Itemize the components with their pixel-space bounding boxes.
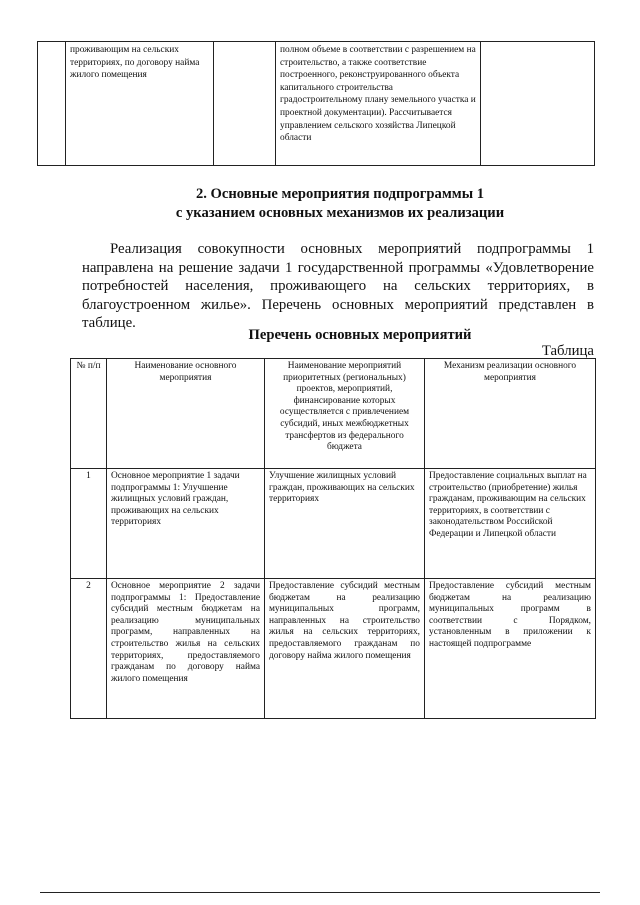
- row-project-measures: Предоставление субсидий местным бюджетам на реализацию муниципальных программ, направленных на строительство жилья на сельских территориях, предоставляемого гражданам по договору найма жилого помещения: [265, 579, 425, 719]
- row-mechanism: Предоставление социальных выплат на строительство (приобретение) жилья гражданам, проживающим на сельских территориях, в соответствии с законодательством Российской Федерации и Липецкой области: [425, 469, 596, 579]
- cont-cell-empty-3: [481, 42, 595, 166]
- cont-cell-empty-1: [38, 42, 66, 166]
- section-paragraph: Реализация совокупности основных мероприятий подпрограммы 1 направлена на решение задачи 1 государственной программы «Удовлетворение потребностей населения, проживающего на сельских территориях, в благоустроенном жилье». Перечень основных мероприятий представлен в таблице.: [82, 241, 594, 332]
- list-title: Перечень основных мероприятий: [248, 327, 472, 343]
- table-row: [71, 579, 596, 719]
- cont-cell-description: полном объеме в соответствии с разрешением на строительство, а также соответствие построенного, реконструированного объекта капитального строительства градостроительному плану земельного участка и проектной документации). Рассчитывается управлением сельского хозяйства Липецкой области: [276, 42, 481, 166]
- cont-cell-indicator: проживающим на сельских территориях, по договору найма жилого помещения: [66, 42, 214, 166]
- table-row: [71, 469, 596, 579]
- footer-divider: [40, 892, 600, 893]
- header-measure-name: Наименование основного мероприятия: [107, 359, 265, 469]
- row-measure-name: Основное мероприятие 2 задачи подпрограммы 1: Предоставление субсидий местным бюджетам на реализацию муниципальных программ, направленных на строительство жилья на сельских территориях, предоставляемого гражданам по договору найма жилого помещения: [107, 579, 265, 719]
- table-label: Таблица: [541, 343, 594, 359]
- row-measure-name: Основное мероприятие 1 задачи подпрограммы 1: Улучшение жилищных условий граждан, проживающих на сельских территориях: [107, 469, 265, 579]
- header-number: № п/п: [71, 359, 107, 469]
- header-project-measures: Наименование мероприятий приоритетных (региональных) проектов, мероприятий, финансирование которых осуществляется с привлечением субсидий, иных межбюджетных трансфертов из федерального бюджета: [265, 359, 425, 469]
- measures-table: [70, 358, 596, 719]
- row-number: 1: [71, 469, 107, 579]
- cont-cell-empty-2: [214, 42, 276, 166]
- header-mechanism: Механизм реализации основного мероприятия: [425, 359, 596, 469]
- section-title-line1: 2. Основные мероприятия подпрограммы 1: [195, 186, 485, 202]
- row-number: 2: [71, 579, 107, 719]
- row-mechanism: Предоставление субсидий местным бюджетам на реализацию муниципальных программ в соответствии с Порядком, установленным в приложении к настоящей подпрограмме: [425, 579, 596, 719]
- continuation-table: [37, 41, 595, 166]
- row-project-measures: Улучшение жилищных условий граждан, проживающих на сельских территориях: [265, 469, 425, 579]
- section-title-line2: с указанием основных механизмов их реализации: [175, 205, 505, 221]
- table-header-row: [71, 359, 596, 469]
